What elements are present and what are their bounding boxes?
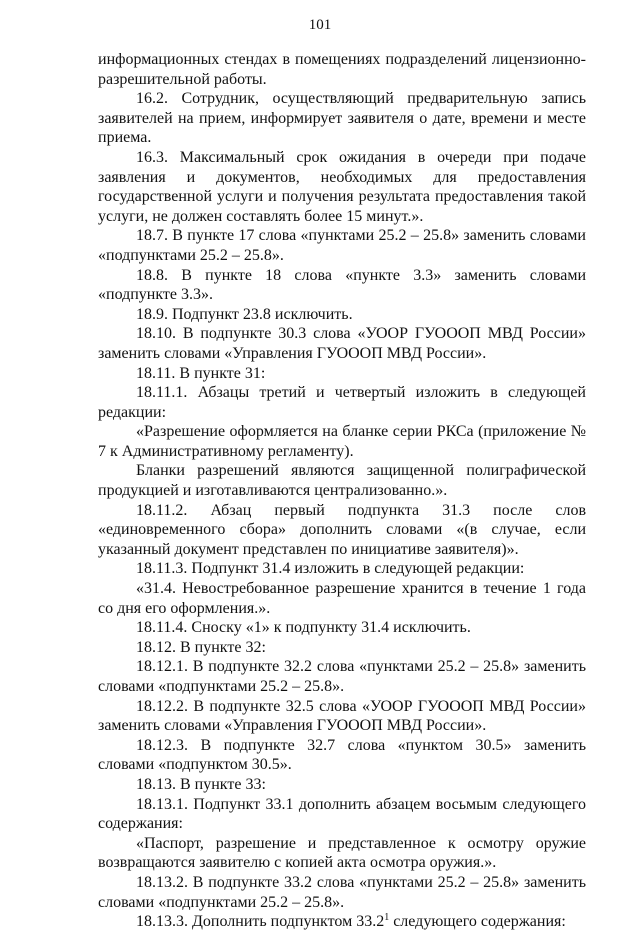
paragraph-18-11: 18.11. В пункте 31: xyxy=(136,364,266,382)
quote-permit-form: «Разрешение оформляется на бланке серии РКСа (приложение № 7 к Административному регламенту). xyxy=(98,423,586,460)
page-number: 101 xyxy=(308,17,332,33)
paragraph-18-11-3: 18.11.3. Подпункт 31.4 изложить в следующей редакции: xyxy=(136,560,525,578)
paragraph-18-13-3 xyxy=(98,912,586,932)
paragraph-18-7: 18.7. В пункте 17 слова «пунктами 25.2 – 25.8» заменить словами «подпунктами 25.2 – 25.8». xyxy=(98,227,586,264)
paragraph-16-3: 16.3. Максимальный срок ожидания в очереди при подаче заявления и документов, необходимых для предоставления государственной услуги и получения результата предоставления такой услуги, не должен составлять более 15 минут.». xyxy=(98,148,586,225)
paragraph-18-13-3-text: 18.13.3. Дополнить подпунктом 33.2 xyxy=(136,913,385,931)
paragraph-18-13-2: 18.13.2. В подпункте 33.2 слова «пунктами 25.2 – 25.8» заменить словами «подпунктами 25.2 – 25.8». xyxy=(98,873,586,911)
quote-31-4: «31.4. Невостребованное разрешение хранится в течение 1 года со дня его оформления.». xyxy=(98,580,586,617)
paragraph-18-8: 18.8. В пункте 18 слова «пункте 3.3» заменить словами «подпункте 3.3». xyxy=(98,266,586,304)
paragraph-18-13-1: 18.13.1. Подпункт 33.1 дополнить абзацем восьмым следующего содержания: xyxy=(98,795,586,833)
superscript-marker: 1 xyxy=(384,912,390,924)
paragraph-18-11-2: 18.11.2. Абзац первый подпункта 31.3 после слов «единовременного сбора» дополнить словами «(в случае, если указанный документ представлен по инициативе заявителя)». xyxy=(98,501,586,558)
paragraph-18-13-3-tail: следующего содержания: xyxy=(389,913,566,931)
paragraph-18-12-2: 18.12.2. В подпункте 32.5 слова «УООР ГУОООП МВД России» заменить словами «Управления ГУОООП МВД России». xyxy=(98,697,586,735)
paragraph-18-10: 18.10. В подпункте 30.3 слова «УООР ГУОООП МВД России» заменить словами «Управления ГУОООП МВД России». xyxy=(98,325,586,362)
document-body xyxy=(98,50,586,932)
paragraph-18-12: 18.12. В пункте 32: xyxy=(136,638,266,656)
paragraph-18-12-1: 18.12.1. В подпункте 32.2 слова «пунктами 25.2 – 25.8» заменить словами «подпунктами 25.2 – 25.8». xyxy=(98,658,586,695)
paragraph-continuation: информационных стендах в помещениях подразделений лицензионно-разрешительной работы. xyxy=(98,51,586,88)
quote-passport-return: «Паспорт, разрешение и представленное к осмотру оружие возвращаются заявителю с копией акта осмотра оружия.». xyxy=(98,834,586,872)
quote-permit-blanks: Бланки разрешений являются защищенной полиграфической продукцией и изготавливаются централизованно.». xyxy=(98,462,586,500)
paragraph-16-2: 16.2. Сотрудник, осуществляющий предварительную запись заявителей на прием, информирует заявителя о дате, времени и месте приема. xyxy=(98,90,586,147)
paragraph-18-12-3: 18.12.3. В подпункте 32.7 слова «пунктом 30.5» заменить словами «подпунктом 30.5». xyxy=(98,736,586,774)
paragraph-18-11-4: 18.11.4. Сноску «1» к подпункту 31.4 исключить. xyxy=(136,619,471,637)
paragraph-18-13: 18.13. В пункте 33: xyxy=(136,775,266,793)
paragraph-18-9: 18.9. Подпункт 23.8 исключить. xyxy=(136,305,353,323)
paragraph-18-11-1: 18.11.1. Абзацы третий и четвертый изложить в следующей редакции: xyxy=(98,384,586,421)
